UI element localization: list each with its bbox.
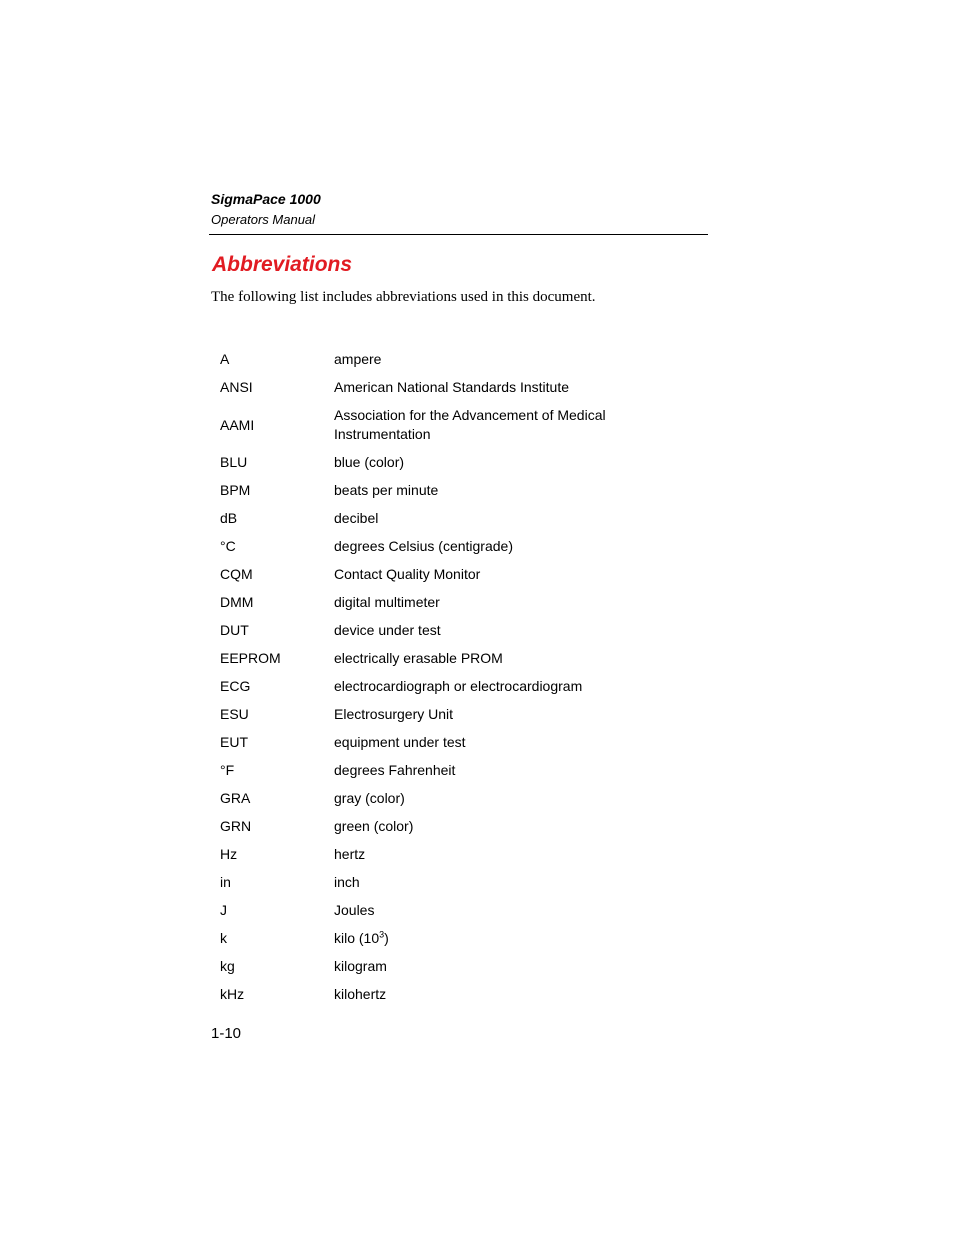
abbreviation-definition xyxy=(334,929,624,948)
abbreviation-term: A xyxy=(220,351,230,367)
abbreviation-row xyxy=(220,588,640,616)
abbreviation-row xyxy=(220,812,640,840)
abbreviation-term: GRA xyxy=(220,790,251,806)
abbreviation-definition: electrically erasable PROM xyxy=(334,649,503,666)
abbreviation-definition: degrees Fahrenheit xyxy=(334,761,456,778)
abbreviation-definition: green (color) xyxy=(334,817,414,834)
abbreviation-definition: Electrosurgery Unit xyxy=(334,705,454,722)
abbreviation-row xyxy=(220,448,640,476)
abbreviation-row xyxy=(220,756,640,784)
abbreviation-definition: electrocardiograph or electrocardiogram xyxy=(334,677,583,694)
abbreviation-term: °F xyxy=(220,762,235,778)
abbreviation-term: GRN xyxy=(220,818,252,834)
abbreviation-definition: blue (color) xyxy=(334,453,405,470)
section-title: Abbreviations xyxy=(212,253,353,276)
abbreviation-definition: beats per minute xyxy=(334,481,439,498)
abbreviation-row xyxy=(220,401,640,448)
abbreviation-term: °C xyxy=(220,538,236,554)
abbreviation-row xyxy=(220,952,640,980)
abbreviation-row xyxy=(220,476,640,504)
definition-tail: ) xyxy=(384,929,389,946)
abbreviation-term: BPM xyxy=(220,482,251,498)
abbreviation-row xyxy=(220,373,640,401)
abbreviation-row xyxy=(220,700,640,728)
abbreviation-row xyxy=(220,840,640,868)
abbreviation-term: EUT xyxy=(220,734,248,750)
header-subtitle: Operators Manual xyxy=(211,212,316,227)
abbreviation-term: DUT xyxy=(220,622,249,638)
abbreviation-row xyxy=(220,504,640,532)
abbreviation-term: in xyxy=(220,874,231,890)
abbreviation-row xyxy=(220,924,640,952)
abbreviation-definition: Contact Quality Monitor xyxy=(334,565,481,582)
abbreviation-definition: inch xyxy=(334,873,360,890)
abbreviation-row xyxy=(220,644,640,672)
abbreviation-definition: device under test xyxy=(334,621,441,638)
page-number: 1-10 xyxy=(211,1025,242,1042)
abbreviation-definition: Joules xyxy=(334,901,375,918)
abbreviation-definition: kilogram xyxy=(334,957,387,974)
abbreviation-row xyxy=(220,980,640,1008)
abbreviation-definition: ampere xyxy=(334,350,382,367)
abbreviation-term: CQM xyxy=(220,566,253,582)
abbreviation-term: ECG xyxy=(220,678,251,694)
abbreviation-term: ANSI xyxy=(220,379,253,395)
abbreviation-definition: kilohertz xyxy=(334,985,387,1002)
abbreviation-row xyxy=(220,896,640,924)
abbreviation-definition: degrees Celsius (centigrade) xyxy=(334,537,513,554)
abbreviation-definition: Association for the Advancement of Medical Instrumentation xyxy=(334,406,606,442)
abbreviation-term: k xyxy=(220,930,227,946)
abbreviation-definition: equipment under test xyxy=(334,733,466,750)
definition-superscript: 3 xyxy=(379,928,385,939)
abbreviation-row xyxy=(220,345,640,373)
abbreviation-definition: decibel xyxy=(334,509,379,526)
section-intro: The following list includes abbreviations used in this document. xyxy=(211,289,596,305)
abbreviation-term: Hz xyxy=(220,846,238,862)
abbreviation-term: EEPROM xyxy=(220,650,281,666)
abbreviation-row xyxy=(220,560,640,588)
abbreviation-row xyxy=(220,784,640,812)
abbreviation-row xyxy=(220,868,640,896)
abbreviation-definition: digital multimeter xyxy=(334,593,440,610)
abbreviation-row xyxy=(220,616,640,644)
abbreviation-row xyxy=(220,728,640,756)
abbreviation-definition: hertz xyxy=(334,845,366,862)
abbreviation-term: BLU xyxy=(220,454,248,470)
abbreviation-row xyxy=(220,672,640,700)
abbreviation-term: DMM xyxy=(220,594,254,610)
abbreviation-term: dB xyxy=(220,510,238,526)
abbreviation-term: kg xyxy=(220,958,235,974)
abbreviation-term: J xyxy=(220,902,227,918)
header-rule xyxy=(209,234,708,235)
abbreviation-term: kHz xyxy=(220,986,245,1002)
abbreviation-term: ESU xyxy=(220,706,249,722)
abbreviation-definition: gray (color) xyxy=(334,789,405,806)
abbreviation-term: AAMI xyxy=(220,416,255,433)
header-title: SigmaPace 1000 xyxy=(211,191,321,207)
definition-base: kilo (10 xyxy=(334,929,380,946)
abbreviation-definition: American National Standards Institute xyxy=(334,378,570,395)
abbreviation-table xyxy=(220,345,640,1008)
abbreviation-row xyxy=(220,532,640,560)
